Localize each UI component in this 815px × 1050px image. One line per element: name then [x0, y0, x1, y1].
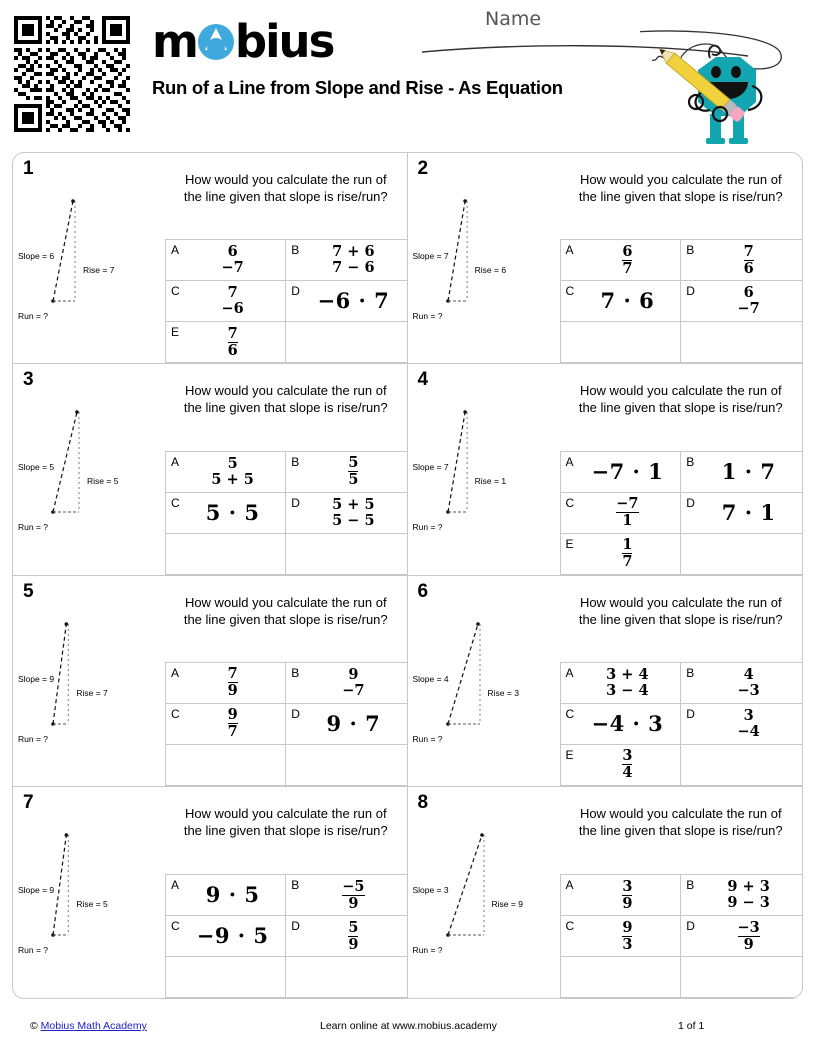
fraction-denominator: −6	[221, 300, 244, 318]
answer-option[interactable]	[286, 493, 406, 534]
answer-option[interactable]	[166, 663, 286, 704]
fraction	[738, 708, 760, 740]
fraction	[727, 879, 769, 911]
fraction-denominator: 5	[348, 471, 359, 488]
fraction	[738, 285, 760, 317]
slope-triangle-diagram	[13, 576, 165, 786]
fraction-numerator: 7	[743, 242, 754, 260]
fraction	[332, 244, 374, 276]
fraction-denominator: 7	[622, 259, 633, 277]
answer-option[interactable]	[561, 281, 682, 322]
option-letter: D	[686, 495, 695, 510]
rise-label: Rise = 5	[76, 898, 108, 909]
answer-option[interactable]	[166, 875, 286, 916]
question-prompt: How would you calculate the run of the line given that slope is rise/run?	[183, 172, 388, 204]
question-cell	[408, 153, 803, 364]
fraction-denominator: 6	[743, 259, 754, 277]
logo-text-after: bius	[234, 15, 334, 68]
slope-label: Slope = 5	[18, 462, 55, 473]
answer-option[interactable]	[166, 704, 286, 745]
run-label: Run = ?	[412, 944, 443, 955]
fraction	[622, 748, 632, 781]
option-value	[724, 920, 760, 953]
product-expression: 5 · 5	[205, 499, 260, 525]
option-value	[577, 712, 663, 736]
question-number: 8	[417, 791, 429, 813]
option-value	[608, 537, 632, 570]
rise-label: Rise = 9	[491, 898, 523, 909]
option-value	[192, 501, 260, 525]
option-letter: A	[171, 454, 180, 469]
question-number: 4	[417, 369, 429, 391]
fraction-denominator: 3	[622, 935, 633, 953]
fraction	[222, 244, 244, 276]
qr-code-svg	[14, 14, 130, 134]
fraction	[228, 666, 238, 699]
option-letter: B	[291, 243, 300, 258]
fraction-numerator: 9	[348, 665, 359, 683]
option-letter: D	[291, 284, 300, 299]
option-letter: B	[291, 665, 300, 680]
fraction-denominator: 1	[622, 512, 633, 529]
slope-triangle-diagram	[13, 153, 165, 363]
answer-option-empty	[166, 745, 286, 786]
option-letter: E	[565, 536, 574, 551]
answer-option[interactable]	[681, 875, 802, 916]
question-prompt: How would you calculate the run of the line given that slope is rise/run?	[578, 172, 783, 204]
answer-option[interactable]	[286, 240, 406, 281]
option-value	[708, 501, 776, 525]
answer-option-empty	[681, 957, 802, 998]
fraction-denominator: 7	[227, 723, 238, 741]
option-value	[577, 460, 663, 484]
question-prompt: How would you calculate the run of the line given that slope is rise/run?	[183, 383, 388, 416]
answer-option-empty	[681, 534, 802, 575]
fraction-denominator: −7	[737, 300, 760, 318]
option-letter: C	[171, 495, 180, 510]
answer-option[interactable]	[561, 534, 682, 575]
name-label: Name	[485, 8, 542, 30]
answer-option[interactable]	[166, 322, 286, 363]
fraction-denominator: 4	[622, 764, 633, 782]
option-letter: A	[171, 665, 180, 680]
option-value	[713, 879, 769, 911]
answer-option[interactable]	[166, 240, 286, 281]
fraction-denominator: 9	[743, 935, 754, 953]
option-letter: C	[565, 495, 575, 510]
page-header	[0, 0, 815, 148]
run-label: Run = ?	[18, 733, 49, 744]
answer-option[interactable]	[681, 452, 802, 493]
run-label: Run = ?	[18, 522, 49, 533]
answer-options-table	[165, 874, 407, 998]
slope-label: Slope = 7	[412, 251, 449, 261]
fraction-numerator: 1	[622, 536, 633, 553]
fraction-denominator: 5 − 5	[332, 511, 375, 529]
answer-option[interactable]	[166, 452, 286, 493]
qr-code	[14, 14, 130, 134]
fraction-denominator: −7	[342, 681, 365, 699]
name-field-area	[455, 8, 755, 30]
fraction-denominator: 7	[622, 553, 633, 570]
fraction-denominator: 9	[348, 894, 359, 912]
question-number: 6	[417, 580, 429, 602]
fraction-numerator: 4	[743, 665, 754, 683]
answer-options-table	[560, 874, 803, 998]
answer-option[interactable]	[286, 452, 406, 493]
question-content	[165, 576, 407, 786]
option-value	[192, 883, 260, 907]
option-letter: B	[686, 454, 695, 469]
fraction	[606, 667, 648, 699]
question-cell	[13, 364, 408, 575]
fraction-denominator: 9	[348, 935, 359, 953]
option-letter: C	[171, 919, 180, 933]
answer-option-empty	[286, 322, 406, 363]
question-prompt: How would you calculate the run of the line given that slope is rise/run?	[578, 383, 783, 416]
fraction-denominator: −3	[737, 681, 760, 699]
fraction-denominator: 7 − 6	[332, 259, 375, 277]
fraction	[228, 326, 238, 359]
fraction-denominator: 5 + 5	[211, 470, 254, 488]
fraction-numerator: 3 + 4	[606, 665, 649, 683]
fraction	[622, 244, 632, 277]
slope-label: Slope = 6	[18, 251, 55, 261]
fraction-numerator: 6	[743, 284, 754, 302]
option-letter: C	[565, 706, 575, 721]
answer-option[interactable]	[681, 663, 802, 704]
option-value	[303, 289, 389, 313]
slope-triangle-diagram	[408, 364, 560, 574]
option-letter: A	[171, 878, 180, 892]
rise-label: Rise = 3	[487, 687, 519, 698]
fraction	[744, 244, 754, 277]
option-value	[334, 920, 358, 953]
option-letter: B	[686, 878, 695, 892]
answer-option[interactable]	[561, 704, 682, 745]
fraction	[332, 497, 374, 529]
option-value	[334, 455, 358, 488]
fraction-numerator: 7	[227, 324, 238, 342]
option-letter: E	[565, 747, 574, 762]
answer-option-empty	[681, 745, 802, 786]
product-expression: 9 · 7	[326, 710, 381, 736]
footer-page-number: 1 of 1	[678, 1020, 705, 1032]
question-cell	[13, 153, 408, 364]
option-value	[724, 667, 760, 699]
mobius-mascot-with-pencil	[640, 30, 790, 150]
option-value	[183, 924, 269, 948]
answer-option-empty	[166, 957, 286, 998]
slope-label: Slope = 9	[18, 673, 55, 684]
mobius-math-academy-link[interactable]: Mobius Math Academy	[40, 1020, 147, 1032]
option-value	[214, 666, 238, 699]
answer-option-empty	[681, 322, 802, 363]
fraction-numerator: −7	[616, 495, 639, 512]
option-value	[318, 244, 374, 276]
answer-option-empty	[286, 745, 406, 786]
fraction	[222, 285, 244, 317]
answer-option[interactable]	[561, 875, 682, 916]
answer-option-empty	[166, 534, 286, 575]
question-cell	[408, 787, 803, 998]
answer-option[interactable]	[681, 281, 802, 322]
fraction-denominator: −7	[221, 259, 244, 277]
page-title: Run of a Line from Slope and Rise - As Equation	[152, 77, 563, 98]
fraction	[342, 667, 364, 699]
answer-option[interactable]	[561, 452, 682, 493]
option-letter: B	[291, 454, 300, 469]
option-value	[708, 460, 776, 484]
option-letter: D	[291, 495, 300, 510]
fraction	[211, 456, 253, 488]
option-value	[724, 708, 760, 740]
fraction	[342, 879, 364, 912]
fraction	[622, 537, 632, 570]
product-expression: 9 · 5	[205, 882, 260, 907]
droplet-o-icon	[198, 24, 234, 60]
run-label: Run = ?	[412, 311, 443, 321]
fraction-numerator: −5	[342, 877, 365, 895]
copyright-symbol: ©	[30, 1020, 38, 1032]
answer-option[interactable]	[561, 493, 682, 534]
question-prompt: How would you calculate the run of the line given that slope is rise/run?	[183, 594, 388, 627]
slope-triangle-diagram	[408, 153, 560, 363]
option-letter: A	[565, 878, 574, 892]
slope-triangle-diagram	[408, 787, 560, 998]
fraction-numerator: 9	[227, 706, 238, 724]
option-letter: C	[171, 284, 180, 299]
option-letter: C	[565, 284, 575, 299]
run-label: Run = ?	[18, 311, 49, 321]
question-prompt: How would you calculate the run of the line given that slope is rise/run?	[183, 805, 388, 838]
answer-options-table	[560, 239, 803, 363]
slope-label: Slope = 7	[412, 462, 449, 473]
rise-label: Rise = 5	[87, 476, 119, 487]
question-content	[165, 787, 407, 998]
fraction-denominator: 9 − 3	[727, 894, 770, 911]
option-value	[602, 496, 638, 529]
answer-option-empty	[286, 957, 406, 998]
option-letter: D	[686, 706, 695, 721]
logo-text-before: m	[152, 15, 197, 68]
fraction-numerator: 6	[227, 243, 238, 261]
fraction-numerator: 6	[622, 242, 633, 260]
fraction-numerator: −3	[737, 918, 760, 936]
footer-copyright	[30, 1020, 147, 1032]
slope-triangle-diagram	[408, 576, 560, 786]
slope-label: Slope = 9	[18, 884, 55, 895]
option-letter: B	[686, 243, 695, 258]
option-letter: B	[291, 878, 300, 892]
option-value	[214, 707, 238, 740]
fraction-numerator: 7	[227, 665, 238, 683]
option-value	[608, 879, 632, 912]
question-prompt: How would you calculate the run of the line given that slope is rise/run?	[578, 594, 783, 627]
option-value	[724, 285, 760, 317]
question-content	[560, 787, 803, 998]
fraction	[622, 920, 632, 953]
option-letter: C	[171, 706, 180, 721]
question-number: 5	[23, 580, 34, 602]
option-letter: D	[686, 919, 695, 933]
fraction-numerator: 5	[348, 918, 359, 936]
fraction-denominator: 9	[622, 894, 633, 912]
answer-option[interactable]	[286, 875, 406, 916]
fraction-denominator: 3 − 4	[606, 681, 649, 699]
option-letter: D	[291, 919, 300, 933]
question-cell	[13, 787, 408, 998]
question-number: 3	[23, 369, 34, 391]
option-value	[587, 289, 655, 313]
option-value	[592, 667, 648, 699]
fraction-numerator: 7 + 6	[332, 243, 375, 261]
slope-triangle-diagram	[13, 787, 165, 998]
fraction-numerator: 5	[348, 454, 359, 471]
question-cell	[13, 576, 408, 787]
answer-options-table	[165, 451, 407, 575]
option-value	[197, 456, 253, 488]
product-expression: 7 · 6	[600, 288, 655, 314]
fraction-numerator: 9	[622, 918, 633, 936]
option-value	[328, 667, 364, 699]
product-expression: −7 · 1	[591, 458, 664, 484]
option-value	[328, 879, 364, 912]
fraction	[348, 455, 358, 488]
answer-option[interactable]	[286, 704, 406, 745]
answer-option[interactable]	[286, 663, 406, 704]
answer-option[interactable]	[561, 916, 682, 957]
question-number: 7	[23, 791, 34, 813]
fraction-numerator: 9 + 3	[727, 878, 770, 895]
fraction	[738, 667, 760, 699]
fraction	[622, 879, 632, 912]
question-content	[560, 153, 803, 363]
option-letter: E	[171, 325, 180, 340]
option-letter: C	[565, 919, 575, 933]
option-letter: A	[171, 243, 180, 258]
answer-option[interactable]	[561, 240, 682, 281]
question-content	[165, 153, 407, 363]
option-letter: B	[686, 665, 695, 680]
slope-label: Slope = 4	[412, 673, 449, 684]
product-expression: −6 · 7	[317, 288, 390, 314]
option-letter: A	[565, 665, 574, 680]
option-letter: D	[291, 706, 300, 721]
question-content	[560, 576, 803, 786]
option-letter: D	[686, 284, 695, 299]
fraction	[738, 920, 760, 953]
question-number: 2	[417, 158, 429, 179]
fraction	[228, 707, 238, 740]
option-value	[730, 244, 754, 277]
answer-option[interactable]	[681, 493, 802, 534]
answer-option[interactable]	[166, 916, 286, 957]
product-expression: −9 · 5	[196, 923, 269, 948]
answer-option-empty	[286, 534, 406, 575]
option-value	[208, 244, 244, 276]
option-value	[608, 244, 632, 277]
question-content	[560, 364, 803, 574]
option-value	[608, 748, 632, 781]
worksheet-grid	[12, 152, 803, 999]
product-expression: 7 · 1	[721, 499, 776, 525]
product-expression: −4 · 3	[591, 710, 664, 736]
run-label: Run = ?	[412, 522, 443, 533]
answer-option[interactable]	[561, 663, 682, 704]
option-value	[608, 920, 632, 953]
fraction-denominator: 9	[227, 682, 238, 700]
option-value	[214, 326, 238, 359]
answer-option[interactable]	[286, 916, 406, 957]
answer-option[interactable]	[681, 704, 802, 745]
slope-triangle-diagram	[13, 364, 165, 574]
fraction-numerator: 3	[622, 877, 633, 895]
fraction-denominator: −4	[737, 722, 760, 740]
fraction-denominator: 6	[227, 341, 238, 359]
rise-label: Rise = 7	[83, 265, 115, 275]
rise-label: Rise = 6	[474, 265, 507, 275]
fraction-numerator: 3	[743, 706, 754, 724]
answer-option[interactable]	[166, 493, 286, 534]
footer-learn-online: Learn online at www.mobius.academy	[320, 1020, 497, 1032]
fraction	[348, 920, 358, 953]
option-value	[208, 285, 244, 317]
answer-options-table	[165, 662, 407, 786]
rise-label: Rise = 7	[76, 687, 108, 698]
fraction-numerator: 3	[622, 747, 633, 765]
answer-options-table	[165, 239, 407, 363]
run-label: Run = ?	[412, 733, 443, 744]
fraction	[616, 496, 638, 529]
question-cell	[408, 364, 803, 575]
answer-option[interactable]	[561, 745, 682, 786]
answer-options-table	[560, 451, 803, 575]
option-value	[318, 497, 374, 529]
question-content	[165, 364, 407, 574]
fraction-numerator: 5	[227, 454, 238, 472]
product-expression: 1 · 7	[721, 458, 776, 484]
answer-option[interactable]	[681, 240, 802, 281]
answer-option-empty	[561, 957, 682, 998]
answer-option-empty	[561, 322, 682, 363]
answer-option[interactable]	[286, 281, 406, 322]
answer-option[interactable]	[166, 281, 286, 322]
fraction-numerator: 5 + 5	[332, 495, 375, 513]
question-number: 1	[23, 158, 34, 179]
option-letter: A	[565, 243, 574, 258]
option-value	[313, 712, 381, 736]
rise-label: Rise = 1	[474, 476, 507, 487]
question-cell	[408, 576, 803, 787]
option-letter: A	[565, 454, 574, 469]
slope-label: Slope = 3	[412, 884, 449, 895]
question-prompt: How would you calculate the run of the line given that slope is rise/run?	[578, 805, 783, 838]
answer-option[interactable]	[681, 916, 802, 957]
fraction-numerator: 7	[227, 284, 238, 302]
answer-options-table	[560, 662, 803, 786]
run-label: Run = ?	[18, 944, 49, 955]
